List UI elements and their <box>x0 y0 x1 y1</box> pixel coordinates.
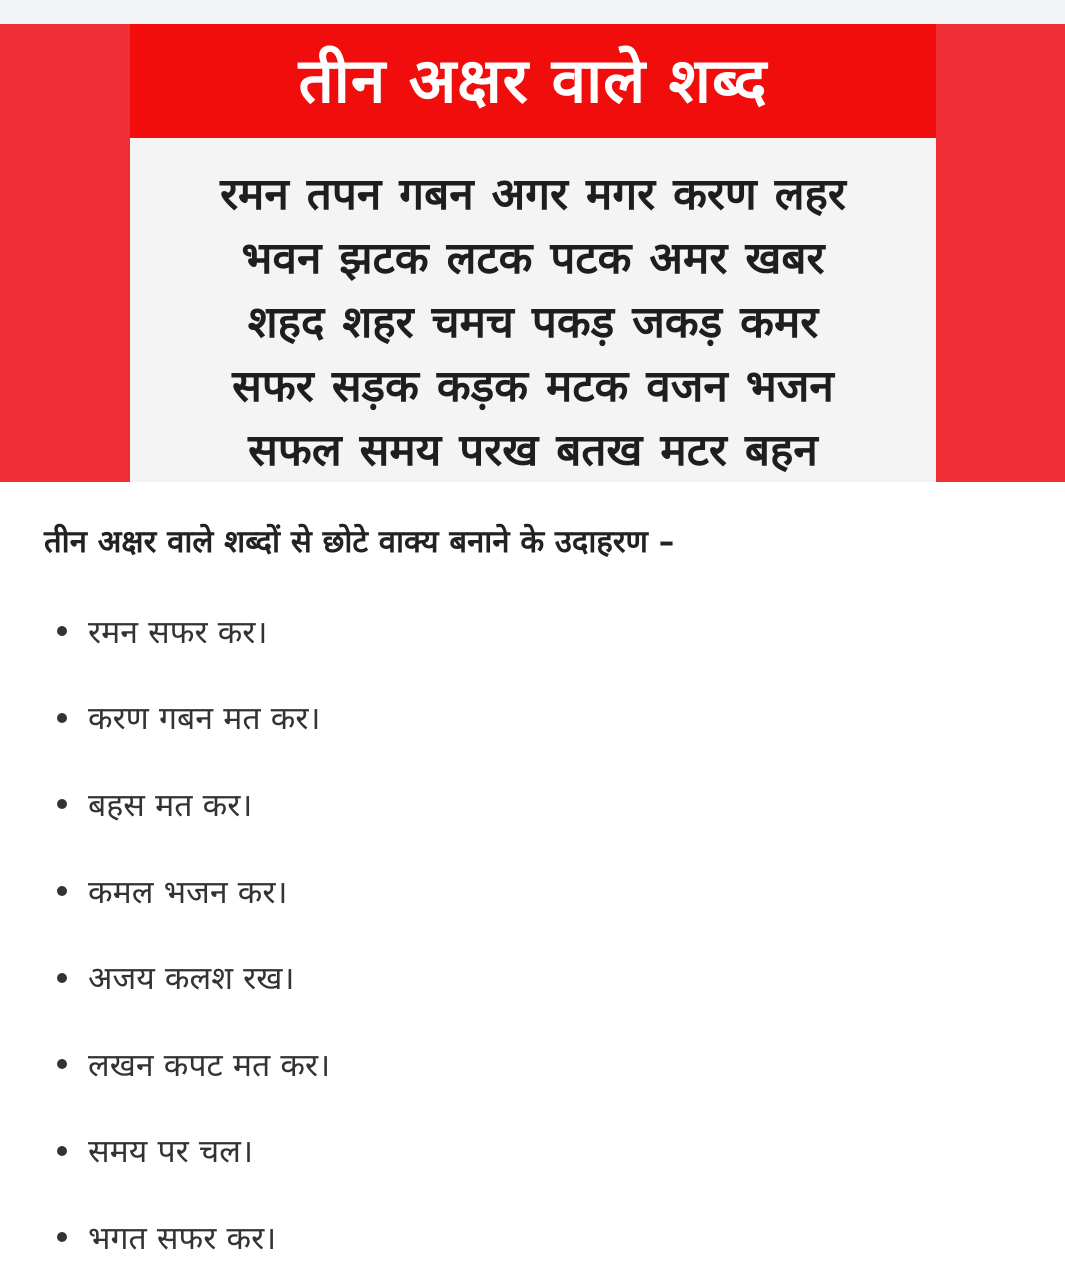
example-list <box>0 588 1065 1281</box>
article-heading: तीन अक्षर वाले शब्दों से छोटे वाक्य बनाने के उदाहरण – <box>44 524 675 560</box>
bullet-icon <box>57 1146 67 1156</box>
word: रमन <box>220 169 289 220</box>
word-row <box>130 160 936 224</box>
example-sentence: कमल भजन कर। <box>88 872 288 911</box>
word: शहर <box>342 297 414 348</box>
banner-title: तीन अक्षर वाले शब्द <box>298 44 768 117</box>
word: गबन <box>399 169 474 220</box>
bullet-icon <box>57 626 67 636</box>
word: लटक <box>446 233 533 284</box>
list-item <box>0 1021 1065 1108</box>
word: लहर <box>774 169 846 220</box>
list-item <box>0 675 1065 762</box>
word: तपन <box>306 169 382 220</box>
word: वजन <box>646 361 728 412</box>
example-sentence: रमन सफर कर। <box>88 612 268 651</box>
word: कमर <box>740 297 819 348</box>
word: सफर <box>232 361 314 412</box>
word: पकड़ <box>531 297 615 348</box>
list-item <box>0 848 1065 935</box>
banner-title-bar <box>130 24 936 138</box>
word: खबर <box>745 233 825 284</box>
banner-image <box>0 24 1065 482</box>
word: अमर <box>649 233 728 284</box>
bullet-icon <box>57 886 67 896</box>
word: मटर <box>660 425 727 476</box>
word: परख <box>459 425 539 476</box>
banner-card <box>130 24 936 482</box>
word: शहद <box>247 297 325 348</box>
word: चमच <box>431 297 514 348</box>
word: करण <box>673 169 757 220</box>
example-sentence: करण गबन मत कर। <box>88 699 321 738</box>
top-strip <box>0 0 1065 24</box>
bullet-icon <box>57 799 67 809</box>
word: समय <box>359 425 442 476</box>
list-item <box>0 934 1065 1021</box>
word-grid <box>130 160 936 480</box>
bullet-icon <box>57 1059 67 1069</box>
word-row <box>130 352 936 416</box>
example-sentence: भगत सफर कर। <box>88 1218 277 1257</box>
bullet-icon <box>57 713 67 723</box>
list-item <box>0 761 1065 848</box>
word: पटक <box>550 233 632 284</box>
word: सफल <box>248 425 342 476</box>
word-row <box>130 416 936 480</box>
bullet-icon <box>57 973 67 983</box>
word: जकड़ <box>632 297 723 348</box>
word: मटक <box>546 361 629 412</box>
example-sentence: अजय कलश रख। <box>88 959 295 998</box>
list-item <box>0 588 1065 675</box>
word: कड़क <box>436 361 529 412</box>
example-sentence: समय पर चल। <box>88 1132 254 1171</box>
word: सड़क <box>331 361 419 412</box>
bullet-icon <box>57 1232 67 1242</box>
word: भजन <box>745 361 834 412</box>
word-row <box>130 224 936 288</box>
word-row <box>130 288 936 352</box>
word: झटक <box>339 233 429 284</box>
list-item <box>0 1194 1065 1281</box>
example-sentence: लखन कपट मत कर। <box>88 1045 331 1084</box>
word: बतख <box>556 425 643 476</box>
word: भवन <box>241 233 322 284</box>
word: अगर <box>491 169 569 220</box>
word: बहन <box>744 425 818 476</box>
example-sentence: बहस मत कर। <box>88 785 253 824</box>
word: मगर <box>586 169 656 220</box>
list-item <box>0 1108 1065 1195</box>
